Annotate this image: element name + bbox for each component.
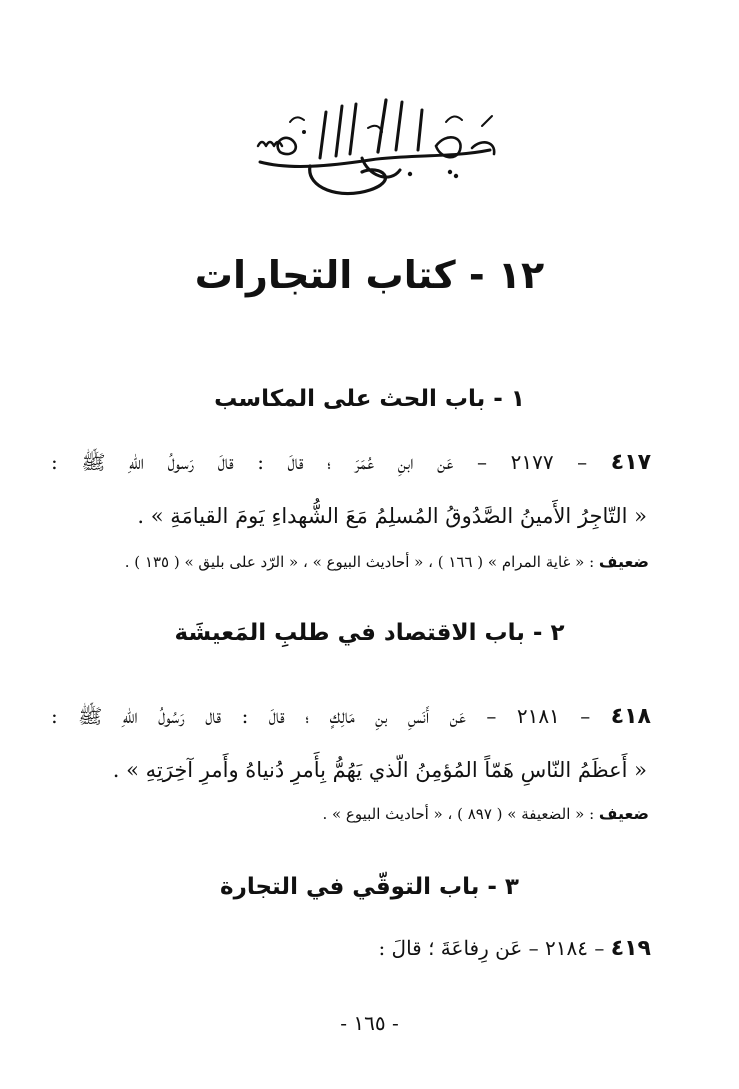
hadith-reference: ٢١٨٤	[545, 936, 588, 960]
page-number: - ١٦٥ -	[340, 1011, 399, 1035]
basmala-calligraphy	[250, 92, 510, 202]
chapter-heading: ٣ - باب التوقّي في التجارة	[220, 874, 519, 900]
hadith-number: ٤١٧	[610, 450, 652, 475]
hadith-text: « أَعظَمُ النّاسِ هَمّاً المُؤمِنُ الّذي يَهُمُّ بِأَمرِ دُنياهُ وأَمرِ آخِرَتِهِ » .	[112, 758, 647, 782]
hadith-text: « التّاجِرُ الأَمينُ الصَّدُوقُ المُسلِمُ مَعَ الشُّهداءِ يَومَ القيامَةِ » .	[137, 504, 647, 528]
hadith-grade	[49, 800, 649, 828]
grade-label: ضعيف	[598, 804, 649, 823]
hadith-isnad: عَن أَنَسِ بنِ مَالِكٍ ؛ قالَ : قال رَسُولُ اللّهِ ﷺ :	[51, 704, 466, 728]
dash: –	[577, 450, 588, 474]
grade-references: : « الضعيفة » ( ٨٩٧ ) ، « أحاديث البيوع » .	[322, 805, 595, 823]
dash: –	[486, 704, 497, 728]
hadith-reference: ٢١٨١	[516, 704, 560, 728]
hadith-isnad-line	[51, 700, 651, 733]
dash: –	[580, 704, 591, 728]
hadith-isnad-line	[51, 932, 651, 965]
hadith-reference: ٢١٧٧	[510, 450, 554, 474]
dash: –	[594, 936, 605, 960]
chapter-heading: ٢ - باب الاقتصاد في طلبِ المَعيشَة	[174, 620, 565, 646]
hadith-number: ٤١٨	[610, 704, 651, 729]
chapter-heading: ١ - باب الحث على المكاسب	[214, 386, 525, 412]
hadith-isnad-line	[51, 446, 651, 479]
hadith-isnad: عَن رِفاعَةَ ؛ قالَ :	[378, 936, 523, 960]
hadith-isnad: عَن ابنِ عُمَرَ ؛ قالَ : قالَ رَسولُ اللّهِ ﷺ :	[51, 450, 454, 474]
grade-references: : « غاية المرام » ( ١٦٦ ) ، « أحاديث البيوع » ، « الرّد على بليق » ( ١٣٥ ) .	[124, 553, 595, 571]
grade-label: ضعيف	[598, 552, 649, 571]
hadith-number: ٤١٩	[610, 936, 651, 961]
dash: –	[477, 450, 488, 474]
hadith-grade	[49, 548, 649, 576]
dash: –	[528, 936, 539, 960]
book-title: ١٢ - كتاب التجارات	[194, 253, 545, 297]
